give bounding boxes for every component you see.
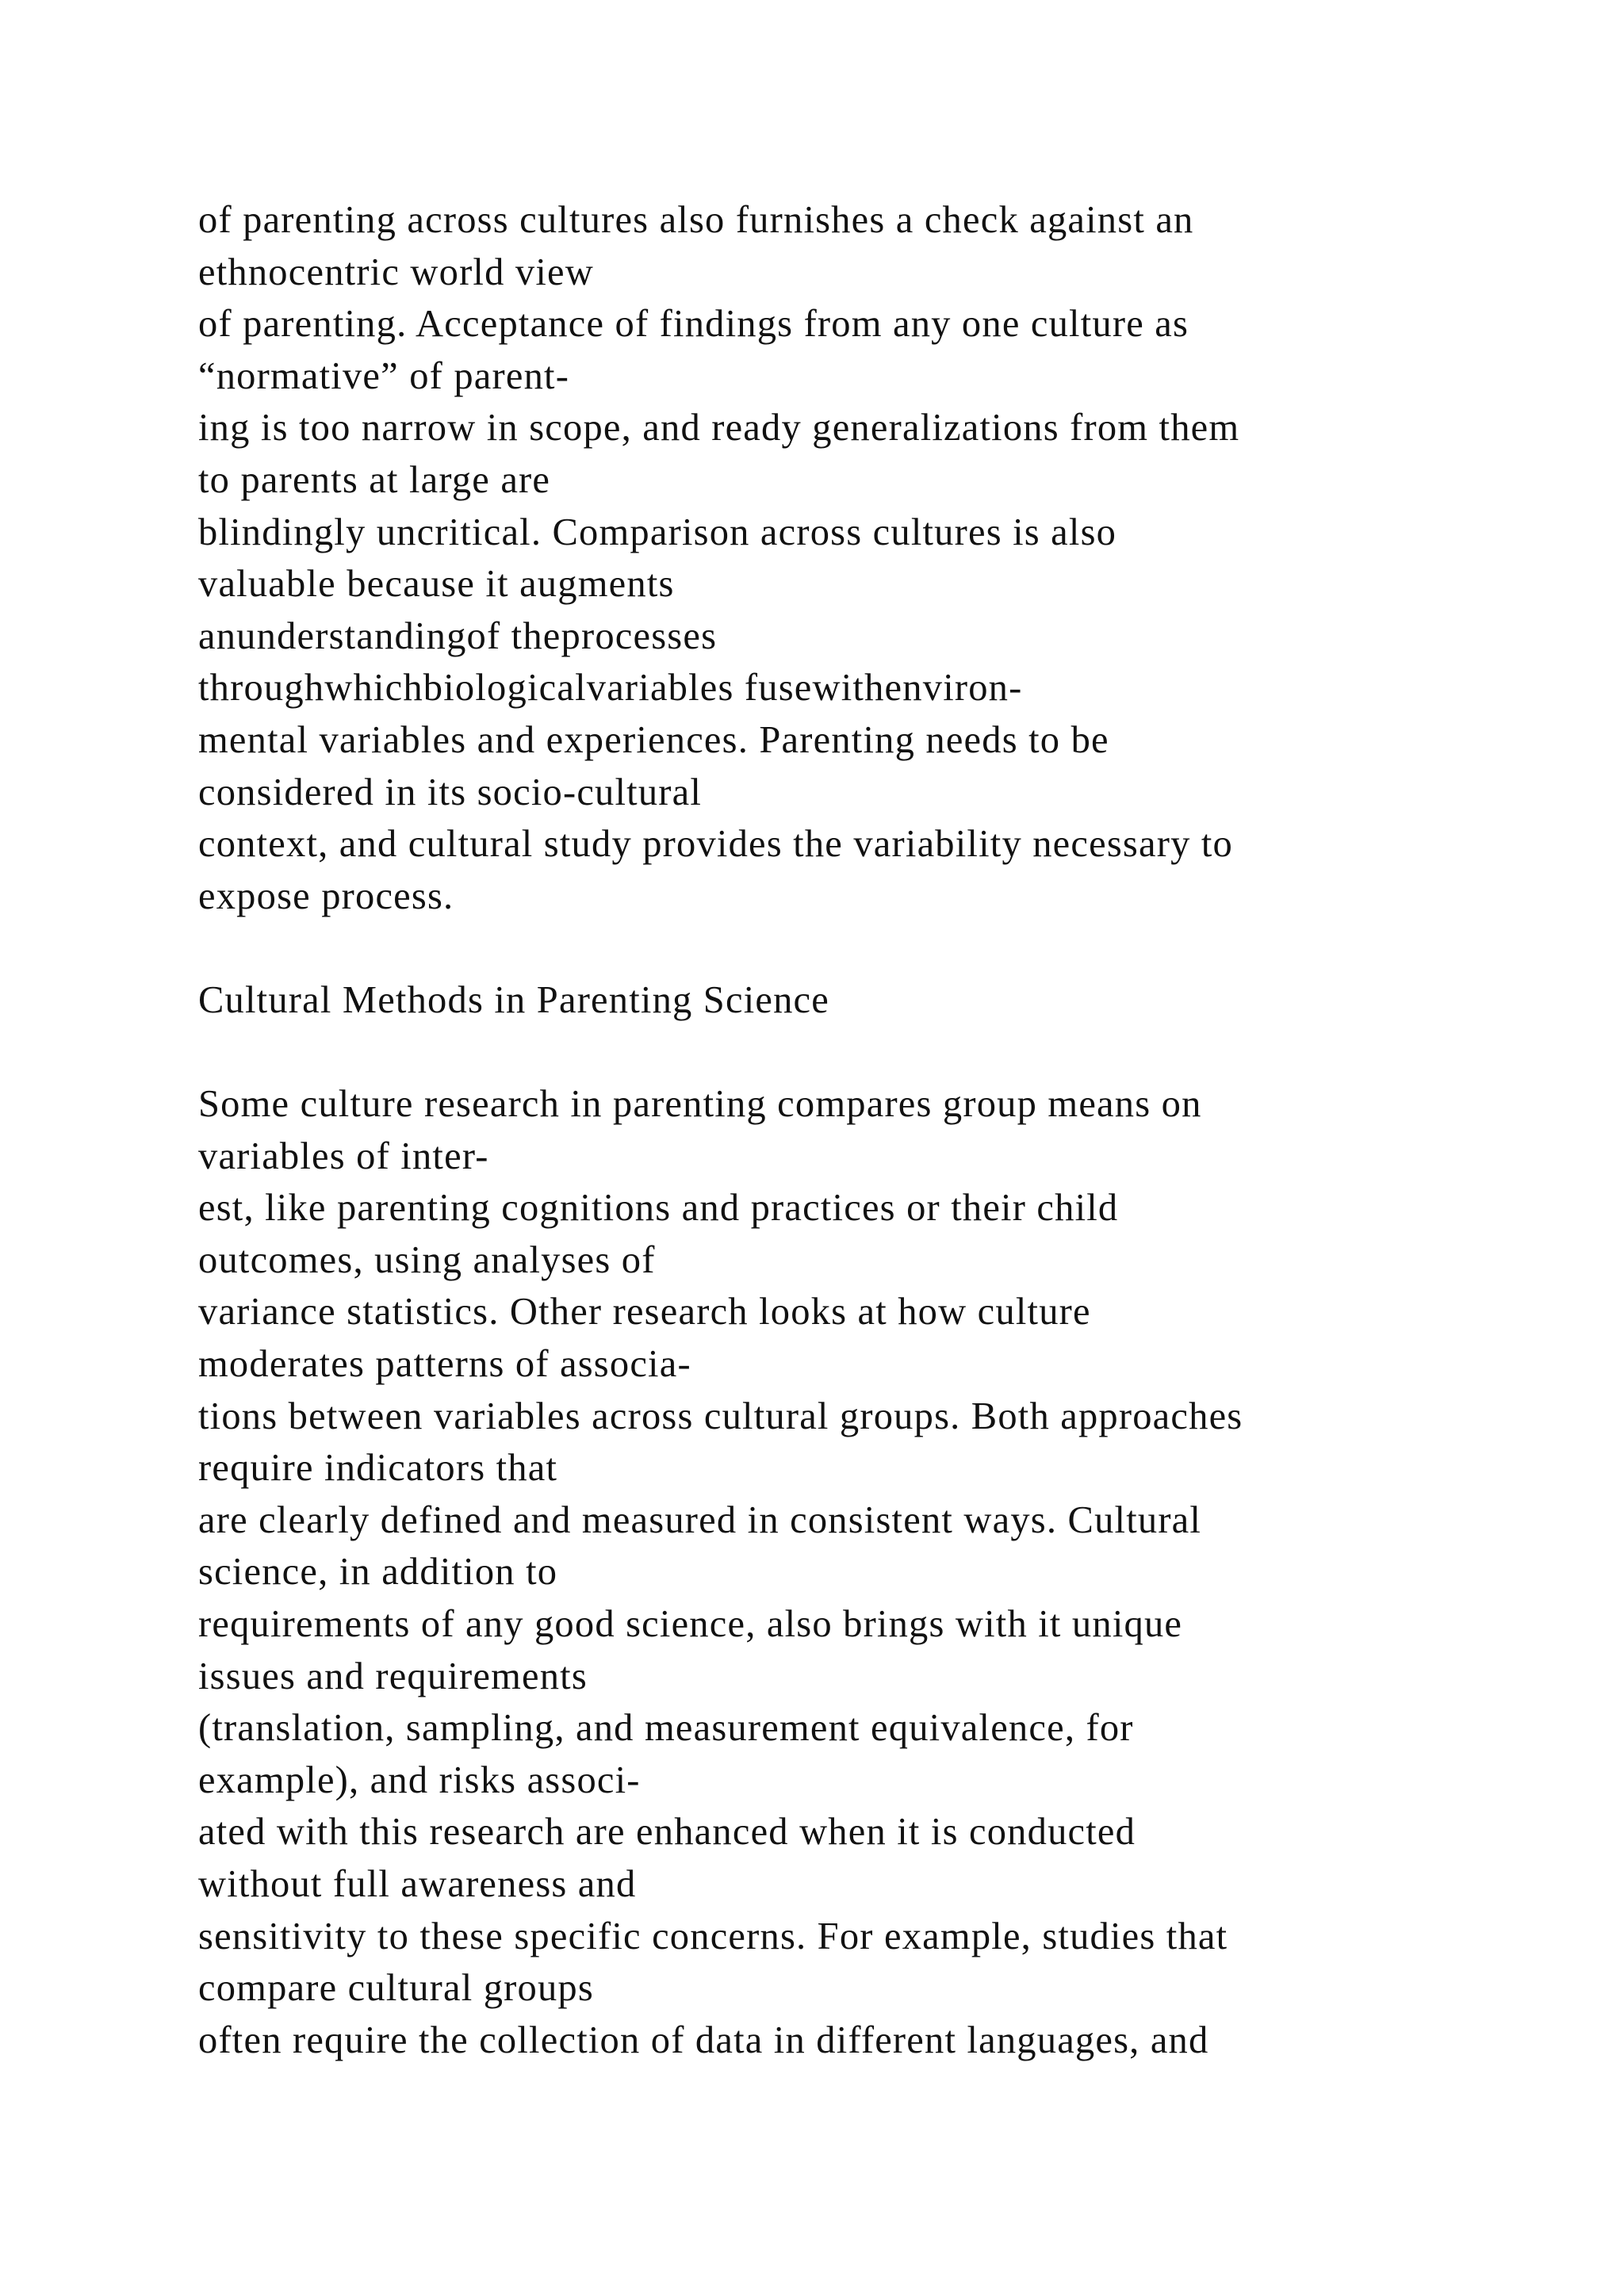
text-line: blindingly uncritical. Comparison across cultures is also	[198, 511, 1117, 553]
text-line: “normative” of parent-	[198, 354, 570, 397]
text-line: (translation, sampling, and measurement equivalence, for	[198, 1707, 1134, 1750]
text-line: tions between variables across cultural groups. Both approaches	[198, 1395, 1243, 1437]
text-line: considered in its socio-cultural	[198, 771, 703, 813]
text-line: expose process.	[198, 874, 454, 917]
text-line: est, like parenting cognitions and practices or their child	[198, 1187, 1119, 1230]
text-line: example), and risks associ-	[198, 1758, 641, 1801]
text-line: valuable because it augments	[198, 563, 675, 606]
text-line: without full awareness and	[198, 1863, 637, 1905]
text-line: issues and requirements	[198, 1655, 588, 1697]
body-text	[198, 194, 1594, 2066]
text-line: science, in addition to	[198, 1551, 558, 1594]
text-line: mental variables and experiences. Parenting needs to be	[198, 718, 1109, 761]
text-line: are clearly defined and measured in consistent ways. Cultural	[198, 1498, 1202, 1541]
text-line: throughwhichbiologicalvariables fusewithenviron-	[198, 667, 1023, 710]
text-line: of parenting. Acceptance of findings from any one culture as	[198, 303, 1189, 346]
text-line: variables of inter-	[198, 1135, 489, 1177]
paragraph-spacer	[198, 922, 1594, 974]
paragraph-1	[198, 194, 1594, 922]
text-line: requirements of any good science, also brings with it unique	[198, 1603, 1183, 1646]
paragraph-2	[198, 1078, 1594, 2066]
text-line: of parenting across cultures also furnishes a check against an	[198, 199, 1194, 241]
section-heading: Cultural Methods in Parenting Science	[198, 978, 830, 1021]
text-line: require indicators that	[198, 1447, 558, 1490]
text-line: context, and cultural study provides the variability necessary to	[198, 823, 1233, 866]
text-line: ethnocentric world view	[198, 251, 594, 293]
text-line: compare cultural groups	[198, 1967, 594, 2010]
text-line: Some culture research in parenting compares group means on	[198, 1083, 1202, 1126]
text-line: sensitivity to these specific concerns. For example, studies that	[198, 1915, 1228, 1957]
text-line: moderates patterns of associa-	[198, 1343, 691, 1386]
text-line: variance statistics. Other research looks at how culture	[198, 1291, 1091, 1334]
text-line: outcomes, using analyses of	[198, 1238, 656, 1281]
text-line: ing is too narrow in scope, and ready generalizations from them	[198, 407, 1240, 450]
text-line: often require the collection of data in different languages, and	[198, 2019, 1209, 2061]
text-line: to parents at large are	[198, 458, 551, 501]
text-line: ated with this research are enhanced when it is conducted	[198, 1811, 1136, 1854]
text-line: anunderstandingof theprocesses	[198, 614, 718, 657]
paragraph-spacer	[198, 1027, 1594, 1079]
